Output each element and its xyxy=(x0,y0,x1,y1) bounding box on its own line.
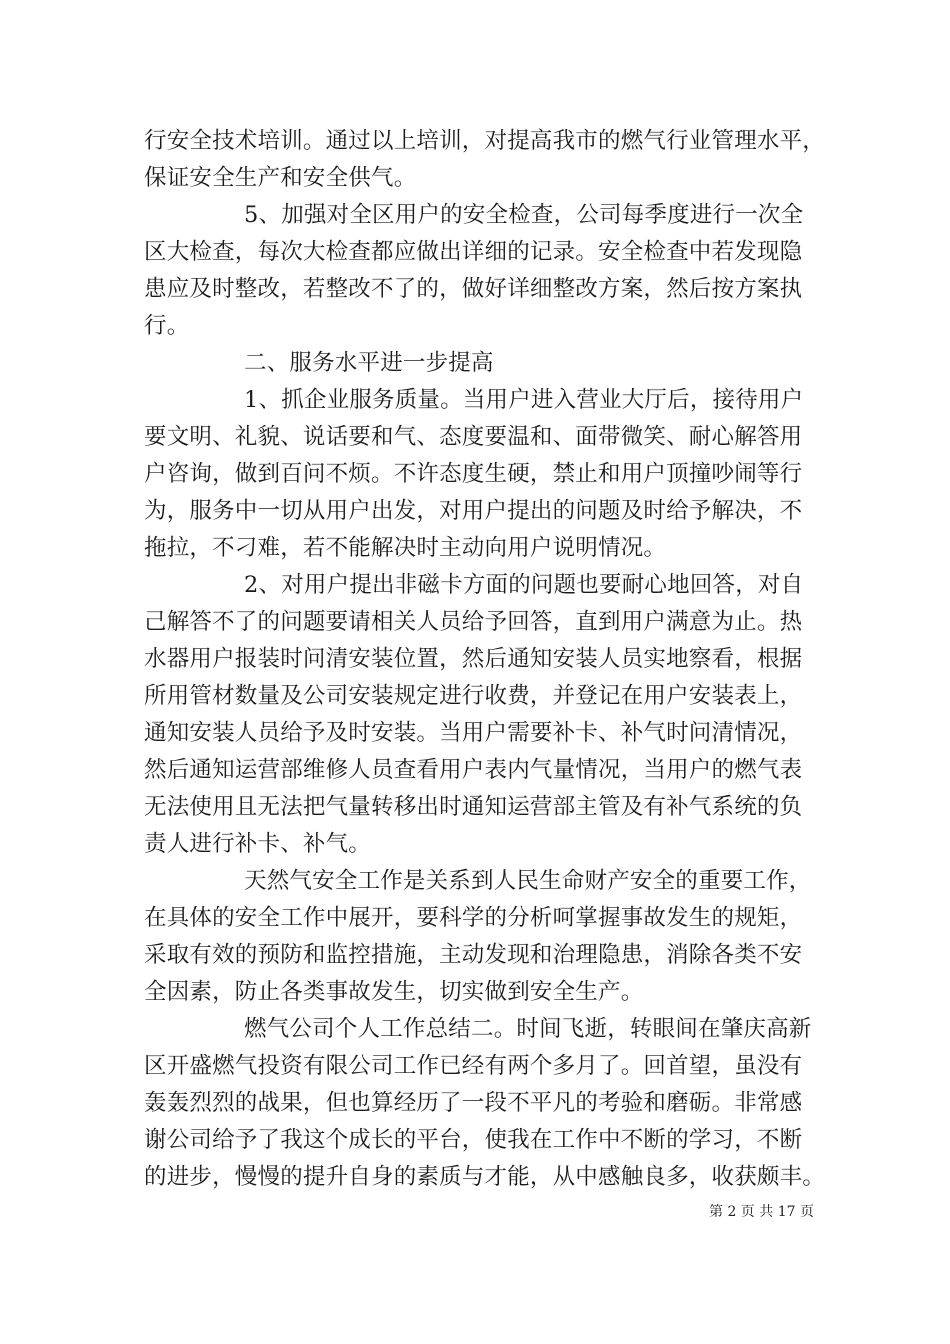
text-line: 天然气安全工作是关系到人民生命财产安全的重要工作， xyxy=(244,868,812,894)
text-line: 拖拉，不刁难，若不能解决时主动向用户说明情况。 xyxy=(144,535,667,561)
text-line: 责人进行补卡、补气。 xyxy=(144,831,372,857)
text-line: 的进步，慢慢的提升自身的素质与才能，从中感触良多，收获颇丰。 xyxy=(144,1164,826,1190)
text-line: 保证安全生产和安全供气。 xyxy=(144,165,417,191)
text-line: 区开盛燃气投资有限公司工作已经有两个多月了。回首望，虽没有 xyxy=(144,1053,803,1079)
section-heading: 二、服务水平进一步提高 xyxy=(244,350,494,376)
text-line: 2、对用户提出非磁卡方面的问题也要耐心地回答，对自 xyxy=(244,572,804,598)
text-line: 行安全技术培训。通过以上培训，对提高我市的燃气行业管理水平， xyxy=(144,128,826,154)
text-line: 谢公司给予了我这个成长的平台，使我在工作中不断的学习，不断 xyxy=(144,1127,803,1153)
text-line: 无法使用且无法把气量转移出时通知运营部主管及有补气系统的负 xyxy=(144,794,803,820)
text-line: 区大检查，每次大检查都应做出详细的记录。安全检查中若发现隐 xyxy=(144,239,803,265)
text-line: 户咨询，做到百问不烦。不许态度生硬，禁止和用户顶撞吵闹等行 xyxy=(144,461,803,487)
text-line: 燃气公司个人工作总结二。时间飞逝，转眼间在肇庆高新 xyxy=(244,1016,812,1042)
text-line: 通知安装人员给予及时安装。当用户需要补卡、补气时问清情况， xyxy=(144,720,803,746)
text-line: 全因素，防止各类事故发生，切实做到安全生产。 xyxy=(144,979,644,1005)
text-line: 水器用户报装时问清安装位置，然后通知安装人员实地察看，根据 xyxy=(144,646,803,672)
text-line: 己解答不了的问题要请相关人员给予回答，直到用户满意为止。热 xyxy=(144,609,803,635)
text-line: 所用管材数量及公司安装规定进行收费，并登记在用户安装表上， xyxy=(144,683,803,709)
text-line: 行。 xyxy=(144,313,190,339)
text-line: 1、抓企业服务质量。当用户进入营业大厅后，接待用户 xyxy=(244,387,804,413)
text-line: 在具体的安全工作中展开，要科学的分析呵掌握事故发生的规矩， xyxy=(144,905,803,931)
text-line: 为，服务中一切从用户出发，对用户提出的问题及时给予解决，不 xyxy=(144,498,803,524)
page-number: 第 2 页 共 17 页 xyxy=(709,1204,814,1220)
text-line: 采取有效的预防和监控措施，主动发现和治理隐患，消除各类不安 xyxy=(144,942,803,968)
text-line: 然后通知运营部维修人员查看用户表内气量情况，当用户的燃气表 xyxy=(144,757,803,783)
text-line: 要文明、礼貌、说话要和气、态度要温和、面带微笑、耐心解答用 xyxy=(144,424,803,450)
text-line: 轰轰烈烈的战果，但也算经历了一段不平凡的考验和磨砺。非常感 xyxy=(144,1090,803,1116)
text-line: 患应及时整改，若整改不了的，做好详细整改方案，然后按方案执 xyxy=(144,276,803,302)
text-line: 5、加强对全区用户的安全检查，公司每季度进行一次全 xyxy=(244,202,804,228)
